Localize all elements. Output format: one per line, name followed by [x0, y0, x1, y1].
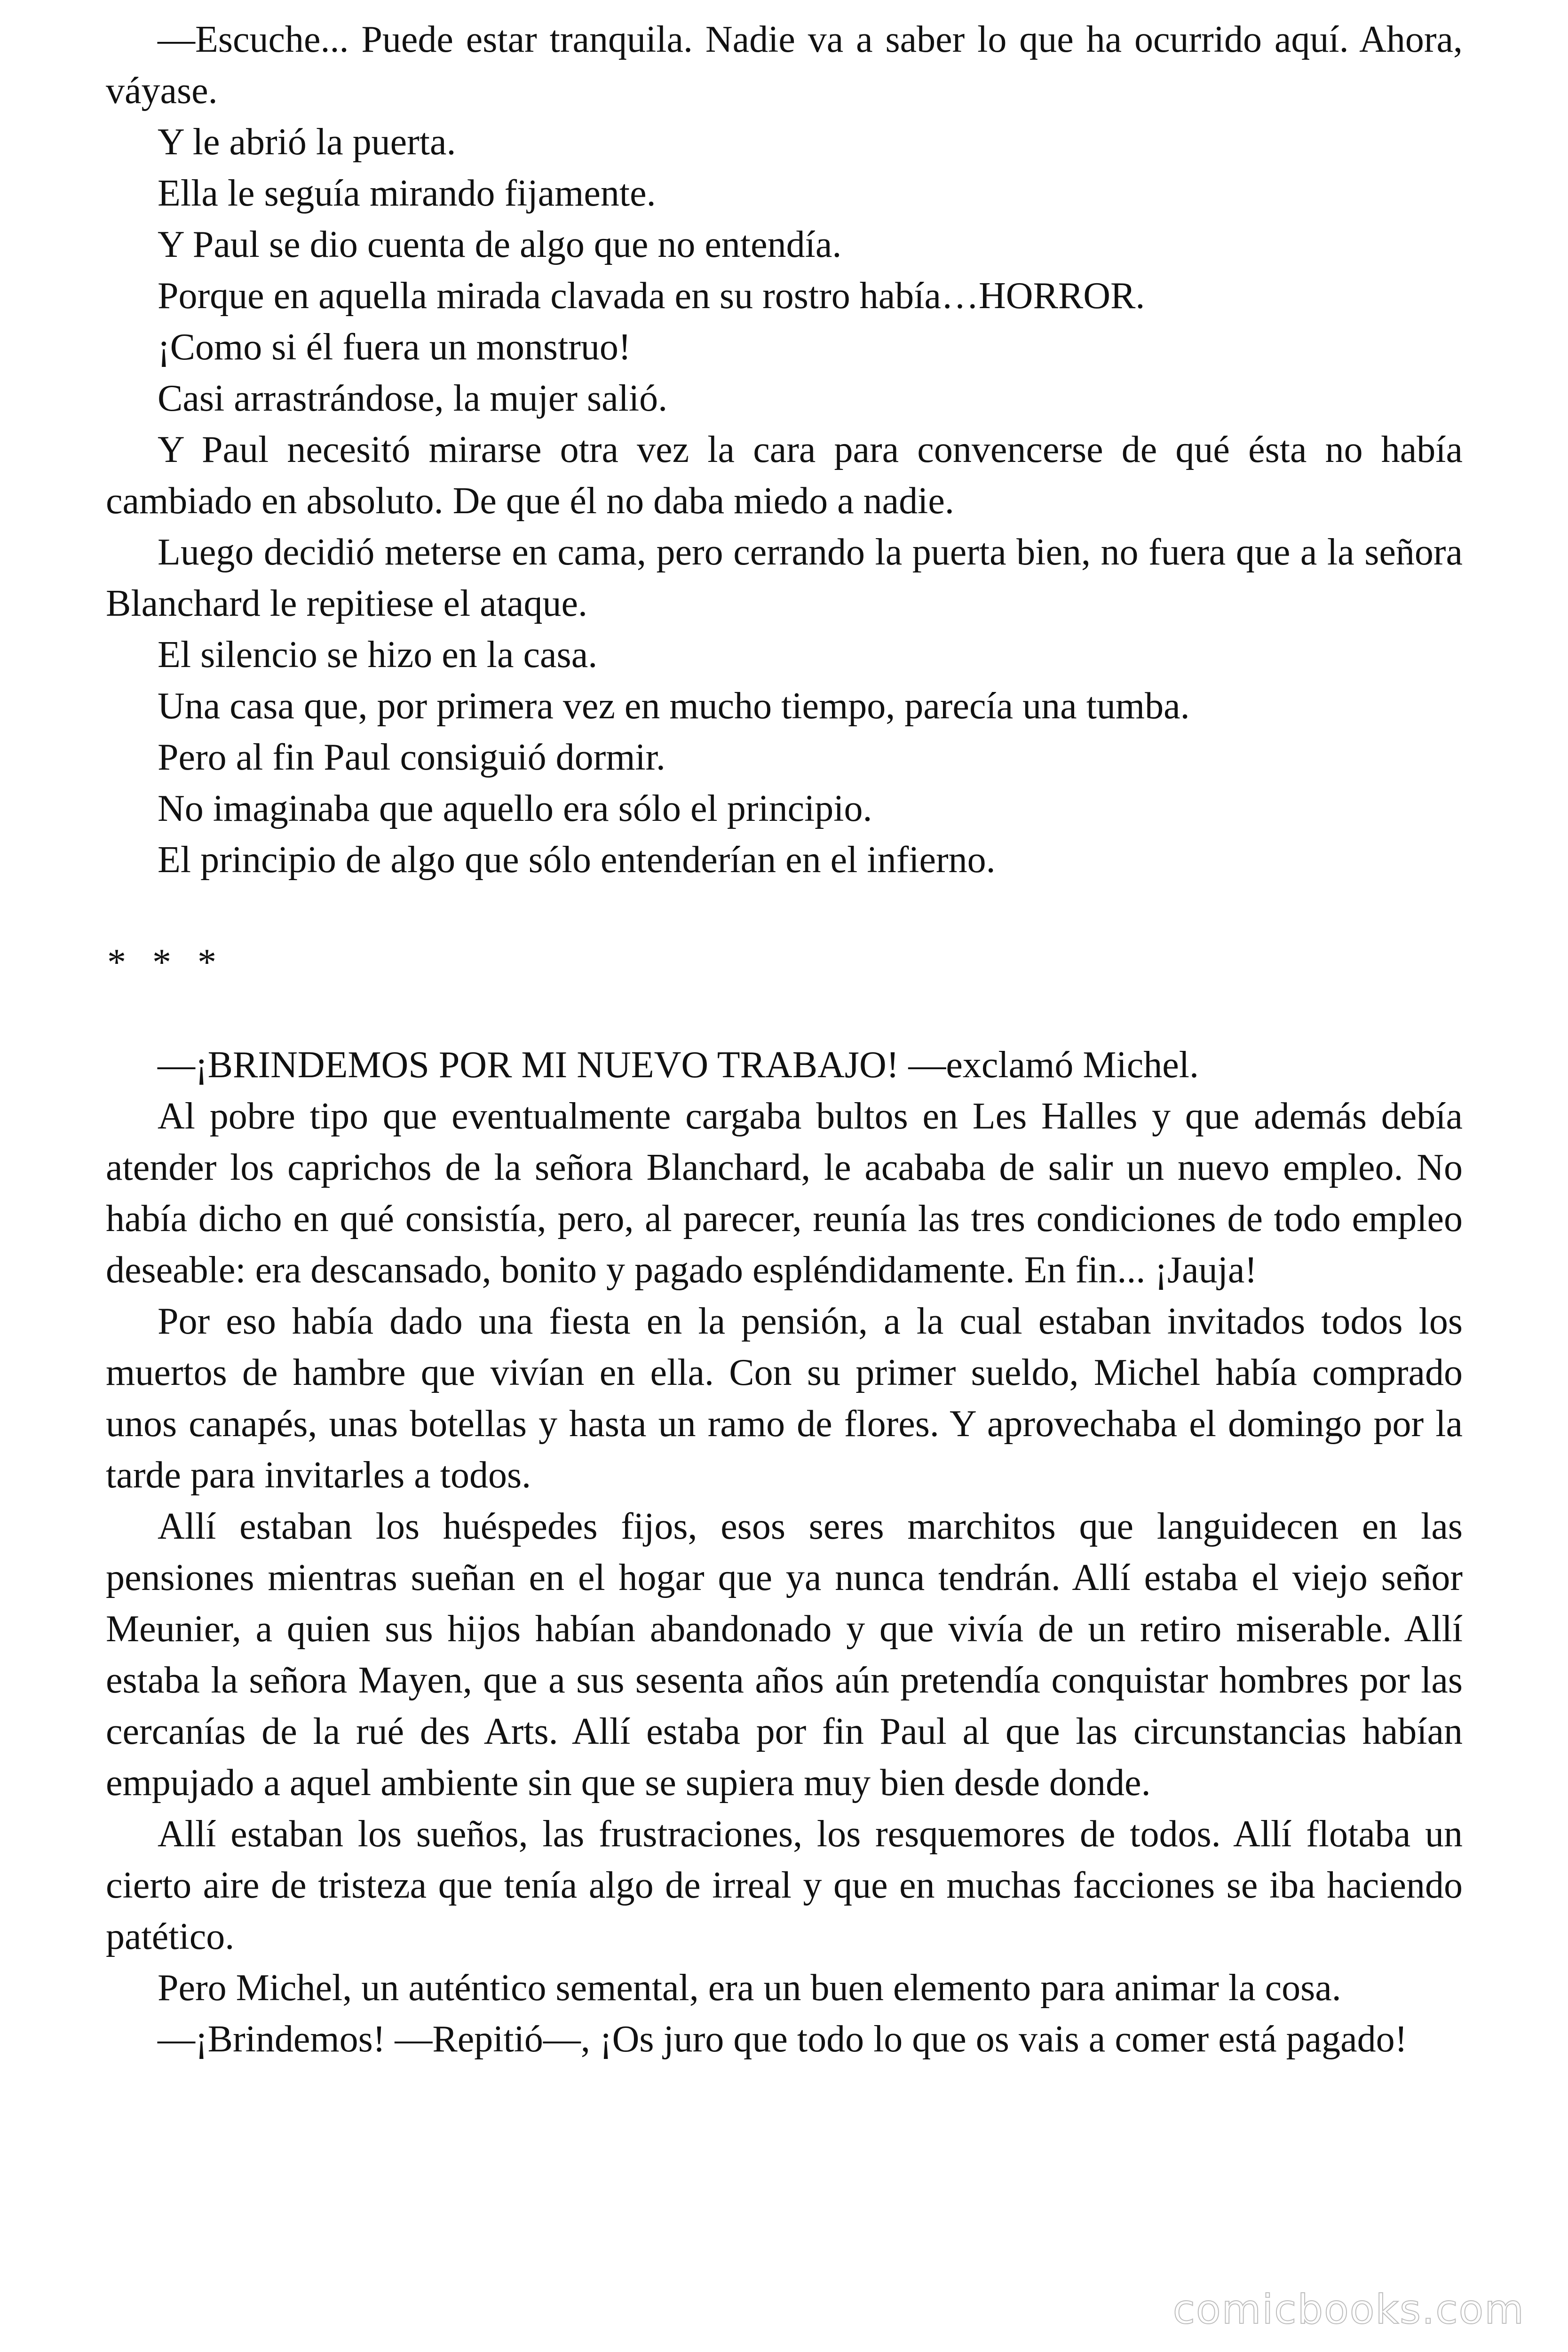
watermark: comicbooks.com [1172, 2286, 1525, 2333]
paragraph: —¡Brindemos! —Repitió—, ¡Os juro que todo lo que os vais a comer está pagado! [158, 2018, 1408, 2060]
paragraph: Ella le seguía mirando fijamente. [158, 173, 656, 214]
paragraph: Casi arrastrándose, la mujer salió. [158, 378, 668, 419]
paragraph: El silencio se hizo en la casa. [158, 634, 598, 675]
paragraph: Por eso había dado una fiesta en la pensión, a la cual estaban invitados todos los muertos de hambre que vivían en ella. Con su primer sueldo, Michel había comprado unos canapés, unas botellas y hasta un ramo de flores. Y aprovechaba el domingo por la tarde para invitarles a todos. [106, 1301, 1463, 1496]
paragraph: ¡Como si él fuera un monstruo! [158, 326, 631, 368]
paragraph: Al pobre tipo que eventualmente cargaba bultos en Les Halles y que además debía atender los caprichos de la señora Blanchard, le acababa de salir un nuevo empleo. No había dicho en qué consistía, pero, al parecer, reunía las tres condiciones de todo empleo deseable: era descansado, bonito y pagado espléndidamente. En fin... ¡Jauja! [106, 1096, 1463, 1291]
paragraph: El principio de algo que sólo entenderían en el infierno. [158, 839, 996, 881]
paragraph: Una casa que, por primera vez en mucho tiempo, parecía una tumba. [158, 685, 1190, 727]
body-text [106, 14, 1463, 2065]
paragraph: Allí estaban los sueños, las frustraciones, los resquemores de todos. Allí flotaba un cierto aire de tristeza que tenía algo de irreal y que en muchas facciones se iba haciendo patético. [106, 1813, 1463, 1957]
paragraph: Y Paul se dio cuenta de algo que no entendía. [158, 224, 842, 265]
paragraph: Y Paul necesitó mirarse otra vez la cara para convencerse de qué ésta no había cambiado en absoluto. De que él no daba miedo a nadie. [106, 429, 1463, 522]
paragraph: Y le abrió la puerta. [158, 121, 456, 163]
paragraph: Allí estaban los huéspedes fijos, esos seres marchitos que languidecen en las pensiones mientras sueñan en el hogar que ya nunca tendrán. Allí estaba el viejo señor Meunier, a quien sus hijos habían abandonado y que vivía de un retiro miserable. Allí estaba la señora Mayen, que a sus sesenta años aún pretendía conquistar hombres por las cercanías de la rué des Arts. Allí estaba por fin Paul al que las circunstancias habían empujado a aquel ambiente sin que se supiera muy bien desde donde. [106, 1506, 1463, 1804]
paragraph: No imaginaba que aquello era sólo el principio. [158, 788, 872, 829]
paragraph: —Escuche... Puede estar tranquila. Nadie va a saber lo que ha ocurrido aquí. Ahora, váyase. [106, 19, 1463, 111]
paragraph: Pero al fin Paul consiguió dormir. [158, 737, 665, 778]
section-separator: * * * [107, 942, 225, 983]
paragraph: —¡BRINDEMOS POR MI NUEVO TRABAJO! —exclamó Michel. [158, 1044, 1199, 1086]
paragraph: Luego decidió meterse en cama, pero cerrando la puerta bien, no fuera que a la señora Blanchard le repitiese el ataque. [106, 532, 1463, 624]
paragraph: Pero Michel, un auténtico semental, era un buen elemento para animar la cosa. [158, 1967, 1341, 2009]
paragraph: Porque en aquella mirada clavada en su rostro había…HORROR. [158, 275, 1145, 317]
